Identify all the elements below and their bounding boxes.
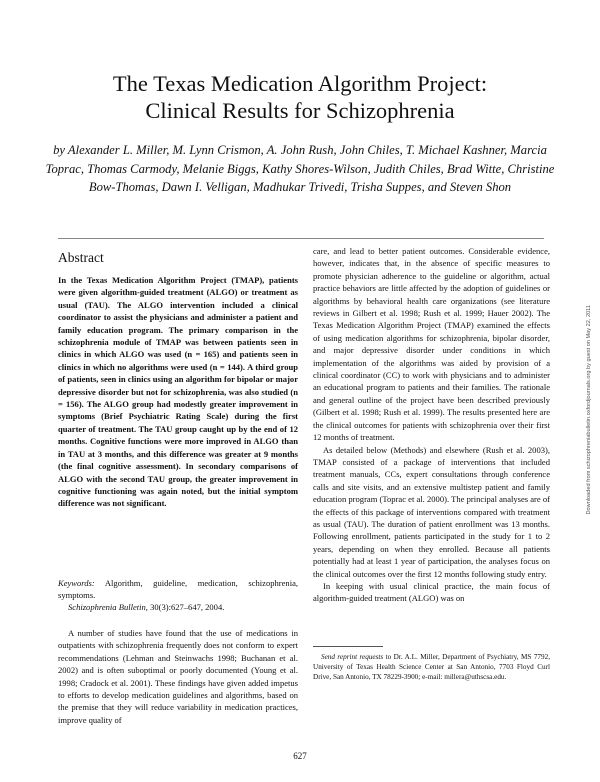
right-paragraph-3: In keeping with usual clinical practice, the main focus of algorithm-guided treatment (ALGO) was on <box>313 580 550 604</box>
keywords-label: Keywords: <box>58 578 95 588</box>
keywords <box>58 577 298 602</box>
title-line-1: The Texas Medication Algorithm Project: <box>112 71 488 96</box>
right-paragraph-1: care, and lead to better patient outcomes. Considerable evidence, however, indicates that, in the absence of specific measures to promote physician adherence to the guideline or algorithm, actual practice behaviors are little affected by the adoption of guidelines or algorithms by behavioral health care organizations (see literature reviews in Gilbert et al. 1998; Rush et al. 1999; Hauer 2002). The Texas Medication Algorithm Project (TMAP) examined the effects of using medication algorithms for schizophrenia, bipolar disorder, and major depressive disorder under conditions in which implementation of the algorithms was aided by provision of a clinical coordinator (CC) to work with physicians and to administer an educational program to patients and their families. The rationale and general outline of the project have been described previously (Gilbert et al. 1998; Rush et al. 1999). The results presented here are the clinical outcomes for patients with schizophrenia over their first 12 months of treatment. <box>313 246 550 443</box>
reprint-footnote <box>313 652 550 682</box>
journal-name: Schizophrenia Bulletin, <box>68 602 148 612</box>
right-paragraph-2: As detailed below (Methods) and elsewhere (Rush et al. 2003), TMAP consisted of a package of interventions that included treatment manuals, CCs, expert consultations through conference calls and site visits, and an extensive multistep patient and family education program (Toprac et al. 2000). The principal analyses are of the effects of this package of interventions compared with treatment as usual (TAU). The duration of patient enrollment was 13 months. Following enrollment, patients participated in the study for 1 to 2 years, depending on when they enrolled. Because all patients potentially had at least 1 year of participation, the analyses focus on the clinical outcomes over the first 12 months following study entry. <box>313 444 550 579</box>
download-watermark: Downloaded from schizophreniabulletin.oxfordjournals.org by guest on May 22, 2011 <box>586 305 592 515</box>
footnote-text: to Dr. A.L. Miller, Department of Psychiatry, MS 7792, University of Texas Health Science Center at San Antonio, 7703 Floyd Curl Drive, San Antonio, TX 78229-3900; e-mail: millera@uthscsa.edu. <box>313 653 551 681</box>
title-line-2: Clinical Results for Schizophrenia <box>145 98 455 123</box>
page-number: 627 <box>293 751 307 761</box>
intro-paragraph: A number of studies have found that the use of medications in outpatients with schizophrenia frequently does not conform to expert recommendations (Lehman and Steinwachs 1998; Buchanan et al. 2002) and is often suboptimal or poorly documented (Young et al. 1998; Cradock et al. 2001). These findings have given added impetus to efforts to develop medication guidelines and algorithms, based on the premise that they will reduce variability in medication practices, improve quality of <box>58 628 298 725</box>
abstract-heading: Abstract <box>58 250 104 265</box>
abstract-body: In the Texas Medication Algorithm Project (TMAP), patients were given algorithm-guided treatment (ALGO) or treatment as usual (TAU). The ALGO intervention included a clinical coordinator to assist the physicians and administer a patient and family education program. The primary comparison in the schizophrenia module of TMAP was between patients seen in clinics in which ALGO was used (n = 165) and patients seen in clinics in which no algorithms were used (n = 144). A third group of patients, seen in clinics using an algorithm for bipolar or major depressive disorder but not for schizophrenia, was also studied (n = 156). The ALGO group had modestly greater improvement in symptoms (Brief Psychiatric Rating Scale) during the first quarter of treatment. The TAU group caught up by the end of 12 months. Cognitive functions were more improved in ALGO than in TAU at 3 months, and this difference was greater at 9 months (the final cognitive assessment). In secondary comparisons of ALGO with the second TAU group, the greater improvement in cognitive functioning was again noted, but the initial symptom difference was not significant. <box>58 275 298 509</box>
header-divider <box>58 238 544 239</box>
footnote-label: Send reprint requests <box>321 653 384 661</box>
journal-citation <box>68 601 298 613</box>
citation-details: 30(3):627–647, 2004. <box>150 602 225 612</box>
author-list: by Alexander L. Miller, M. Lynn Crismon, A. John Rush, John Chiles, T. Michael Kashner, Marcia Toprac, Thomas Carmody, Melanie Biggs, Kathy Shores-Wilson, Judith Chiles, Brad Witte, Christine Bow-Thomas, Dawn I. Velligan, Madhukar Trivedi, Trisha Suppes, and Steven Shon <box>45 143 555 195</box>
footnote-divider <box>313 646 383 647</box>
right-column <box>313 245 550 605</box>
article-title <box>40 70 560 124</box>
keywords-list: Algorithm, guideline, medication, schizophrenia, symptoms. <box>58 578 298 601</box>
